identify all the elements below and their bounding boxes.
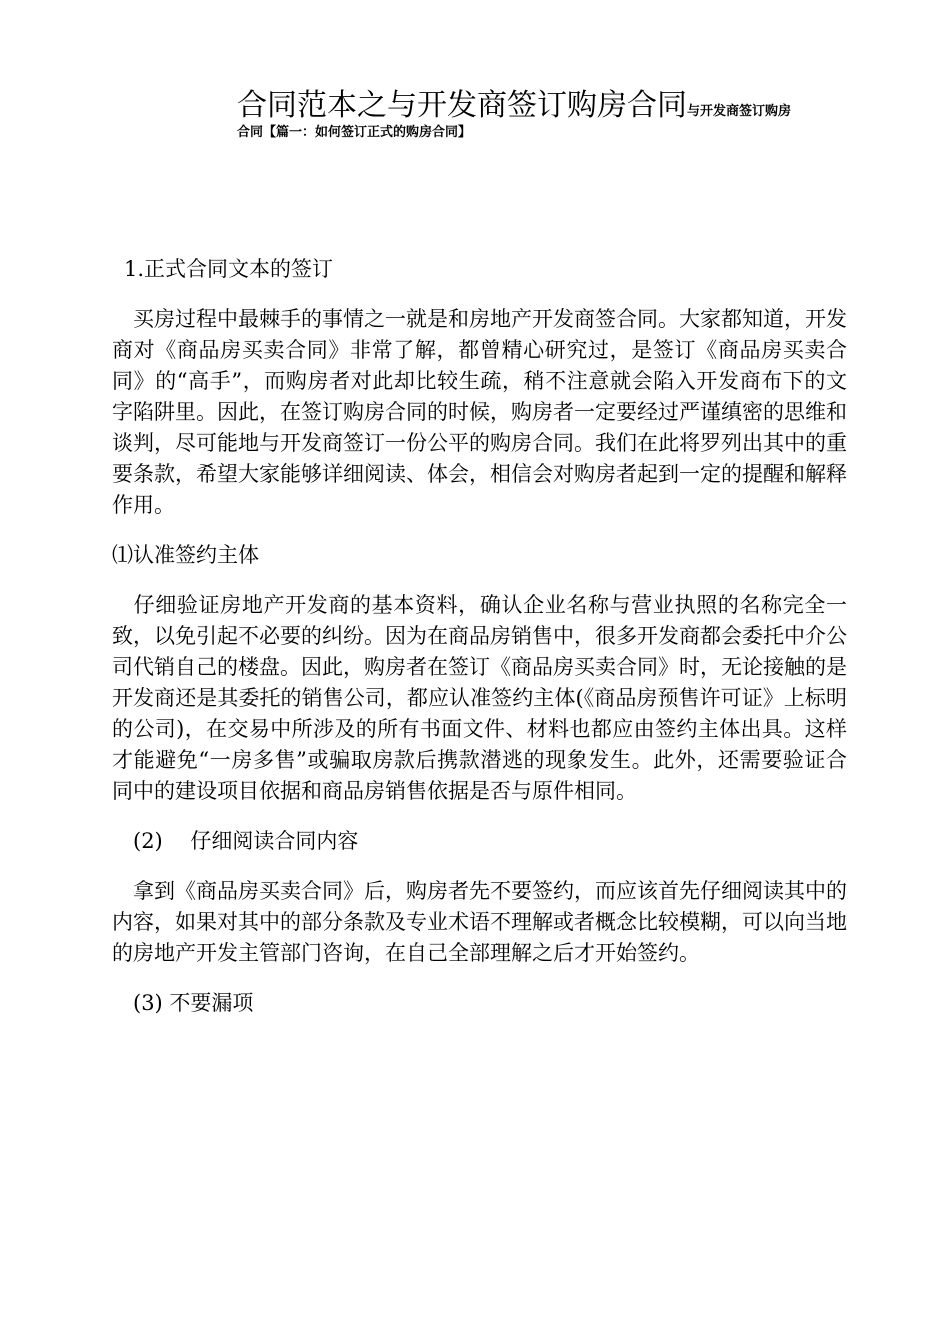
document-title: 合同范本之与开发商签订购房合同 (237, 88, 687, 123)
subsection-heading-2: (2) 仔细阅读合同内容 (112, 829, 359, 853)
section-paragraph: 买房过程中最棘手的事情之一就是和房地产开发商签合同。大家都知道，开发商对《商品房买卖合同》非常了解，都曾精心研究过，是签订《商品房买卖合同》的“高手”，而购房者对此却比较生疏，稍不注意就会陷入开发商布下的文字陷阱里。因此，在签订购房合同的时候，购房者一定要经过严谨缜密的思维和谈判，尽可能地与开发商签订一份公平的购房合同。我们在此将罗列出其中的重要条款，希望大家能够详细阅读、体会，相信会对购房者起到一定的提醒和解释作用。 (112, 307, 847, 517)
section-heading: 1.正式合同文本的签订 (124, 257, 334, 281)
subsection-paragraph-1: 仔细验证房地产开发商的基本资料，确认企业名称与营业执照的名称完全一致，以免引起不必要的纠纷。因为在商品房销售中，很多开发商都会委托中介公司代销自己的楼盘。因此，购房者在签订《商品房买卖合同》时，无论接触的是开发商还是其委托的销售公司，都应认准签约主体(《商品房预售许可证》上标明的公司)，在交易中所涉及的所有书面文件、材料也都应由签约主体出具。这样才能避免“一房多售”或骗取房款后携款潜逃的现象发生。此外，还需要验证合同中的建设项目依据和商品房销售依据是否与原件相同。 (112, 593, 847, 803)
document-body (112, 253, 847, 1019)
title-line-1 (237, 88, 857, 124)
title-subtitle: 合同【篇一：如何签订正式的购房合同】 (237, 125, 472, 140)
subsection-heading-1: ⑴认准签约主体 (112, 543, 259, 567)
subsection-heading-3: (3) 不要漏项 (112, 991, 254, 1015)
subsection-paragraph-2: 拿到《商品房买卖合同》后，购房者先不要签约，而应该首先仔细阅读其中的内容，如果对其中的部分条款及专业术语不理解或者概念比较模糊，可以向当地的房地产开发主管部门咨询，在自己全部理解之后才开始签约。 (112, 879, 847, 965)
title-suffix: 与开发商签订购房 (687, 104, 792, 119)
document-title-block (237, 88, 857, 142)
